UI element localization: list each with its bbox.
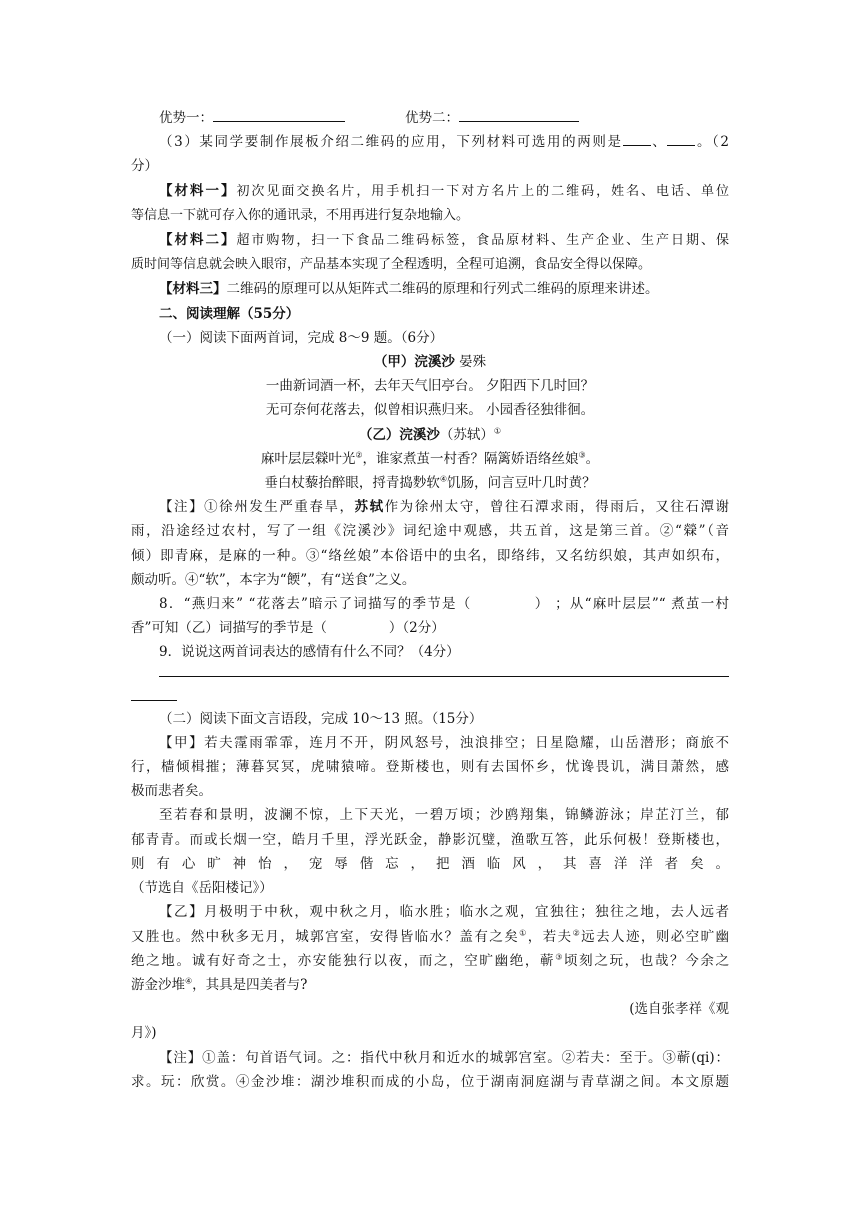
poem-b-line: 垂白杖藜抬醉眼，捋青捣麨软④饥肠，问言豆叶几时黄？ — [264, 474, 596, 492]
question-7-3: （3）某同学要制作展板介绍二维码的应用，下列材料可选用的两则是 、 。（2 — [131, 130, 729, 154]
passage-yi: 【乙】月极明于中秋，观中秋之月，临水胜；临水之观，宜独往；独往之地，去人远者 — [159, 904, 729, 921]
passage-source: （节选自《岳阳楼记》） — [131, 880, 273, 897]
material-3: 【材料三】二维码的原理可以从矩阵式二维码的原理和行列式二维码的原理来讲述。 — [159, 281, 659, 298]
material-2-cont: 质时间等信息就会映入眼帘，产品基本实现了全程透明，全程可追溯，食品安全得以保障。 — [131, 257, 652, 273]
passage-jia: 【甲】若夫霪雨霏霏，连月不开，阴风怒号，浊浪排空；日星隐耀，山岳潜形；商旅不 — [159, 734, 729, 751]
passage-note: 求。玩：欣赏。④金沙堆：湖沙堆积而成的小岛，位于湖南洞庭湖与青草湖之间。本文原题 — [131, 1073, 729, 1090]
poem-note-cont: 倾）即青麻，是麻的一种。③“络丝娘”本俗语中的虫名，即络纬，又名纺织娘，其声如织布， — [131, 547, 729, 564]
passage-jia: 郁青青。而或长烟一空，皓月千里，浮光跃金，静影沉璧，渔歌互答，此乐何极！登斯楼也， — [131, 831, 729, 848]
poem-a-title: （甲）浣溪沙 晏殊 — [373, 354, 487, 371]
poem-note-cont: 颇动听。④“软”，本字为“餪”，有“送食”之义。 — [131, 571, 416, 588]
material-1-cont: 等信息一下就可存入你的通讯录，不用再进行复杂地输入。 — [131, 207, 470, 223]
advantage-2-blank[interactable] — [459, 107, 579, 122]
subsection-heading: （二）阅读下面文言语段，完成 10～13 照。（15分） — [159, 710, 483, 727]
passage-jia: 行，樯倾楫摧；薄暮冥冥，虎啸猿啼。登斯楼也，则有去国怀乡，忧谗畏讥，满目萧然，感 — [131, 759, 729, 776]
material-2: 【材料二】超市购物，扫一下食品二维码标签，食品原材料、生产企业、生产日期、保 — [159, 232, 729, 249]
page-content — [131, 106, 729, 1094]
passage-jia: 则有心旷神怡，宠辱偕忘，把酒临风，其喜洋洋者矣。 — [131, 855, 729, 872]
poem-note-cont: 雨，沿途经过农村，写了一组《浣溪沙》词纪途中观感，共五首，这是第三首。②“檾”（音 — [131, 523, 729, 540]
passage-jia: 至若春和景明，波澜不惊，上下天光，一碧万顷；沙鸥翔集，锦鳞游泳；岸芷汀兰，郁 — [159, 807, 729, 824]
answer-blank[interactable] — [623, 131, 651, 146]
poem-a-line: 一曲新词酒一杯，去年天气旧亭台。 夕阳西下几时回？ — [265, 378, 595, 395]
question-8: 8．“燕归来” “花落去”暗示了词描写的季节是（ ） ；从“麻叶层层”“ 煮茧一村 — [159, 596, 729, 613]
advantage-1-blank[interactable] — [213, 107, 345, 122]
advantage-line — [131, 106, 729, 130]
passage-source: (选自张孝祥《观 — [629, 1001, 729, 1018]
section-heading: 二、阅读理解（55分） — [159, 305, 300, 322]
question-7-3-cont: 分） — [131, 158, 158, 175]
passage-yi: 又胜也。然中秋多无月，城郭宫室，安得皆临水？盖有之矣①，若夫②远去人迹，则必空旷幽 — [131, 928, 730, 945]
passage-note: 【注】①盖：句首语气词。之：指代中秋月和近水的城郭宫室。②若夫：至于。③蕲(qi)： — [159, 1049, 729, 1066]
answer-blank[interactable] — [667, 131, 695, 146]
poem-a-line: 无可奈何花落去，似曾相识燕归来。 小园香径独徘徊。 — [265, 402, 595, 419]
passage-yi: 游金沙堆④，其具是四美者与? — [131, 976, 308, 993]
question-9: 9．说说这两首词表达的感情有什么不同？（4分） — [159, 644, 460, 661]
material-1: 【材料一】初次见面交换名片，用手机扫一下对方名片上的二维码，姓名、电话、单位 — [159, 182, 729, 199]
poem-b-line: 麻叶层层檾叶光②，谁家煮茧一村香？隔篱娇语络丝娘③。 — [260, 450, 600, 467]
advantage-2-label: 优势二： — [405, 110, 459, 126]
passage-yi: 绝之地。诚有好奇之士，亦安能独行以夜，而之，空旷幽绝，蕲③顷刻之玩，也哉？今余之 — [131, 952, 730, 969]
question-8-cont: 香”可知（乙）词描写的季节是（ ）（2分） — [131, 620, 445, 637]
passage-source: 月》) — [131, 1025, 157, 1042]
passage-jia: 极而悲者矣。 — [131, 783, 212, 800]
advantage-1-label: 优势一： — [159, 110, 213, 126]
subsection-heading: （一）阅读下面两首词，完成 8～9 题。（6分） — [159, 329, 444, 346]
poem-b-title: （乙）浣溪沙（苏轼）① — [358, 426, 502, 443]
poem-note: 【注】①徐州发生严重春旱，苏轼作为徐州太守，曾往石潭求雨，得雨后，又往石潭谢 — [159, 499, 730, 516]
